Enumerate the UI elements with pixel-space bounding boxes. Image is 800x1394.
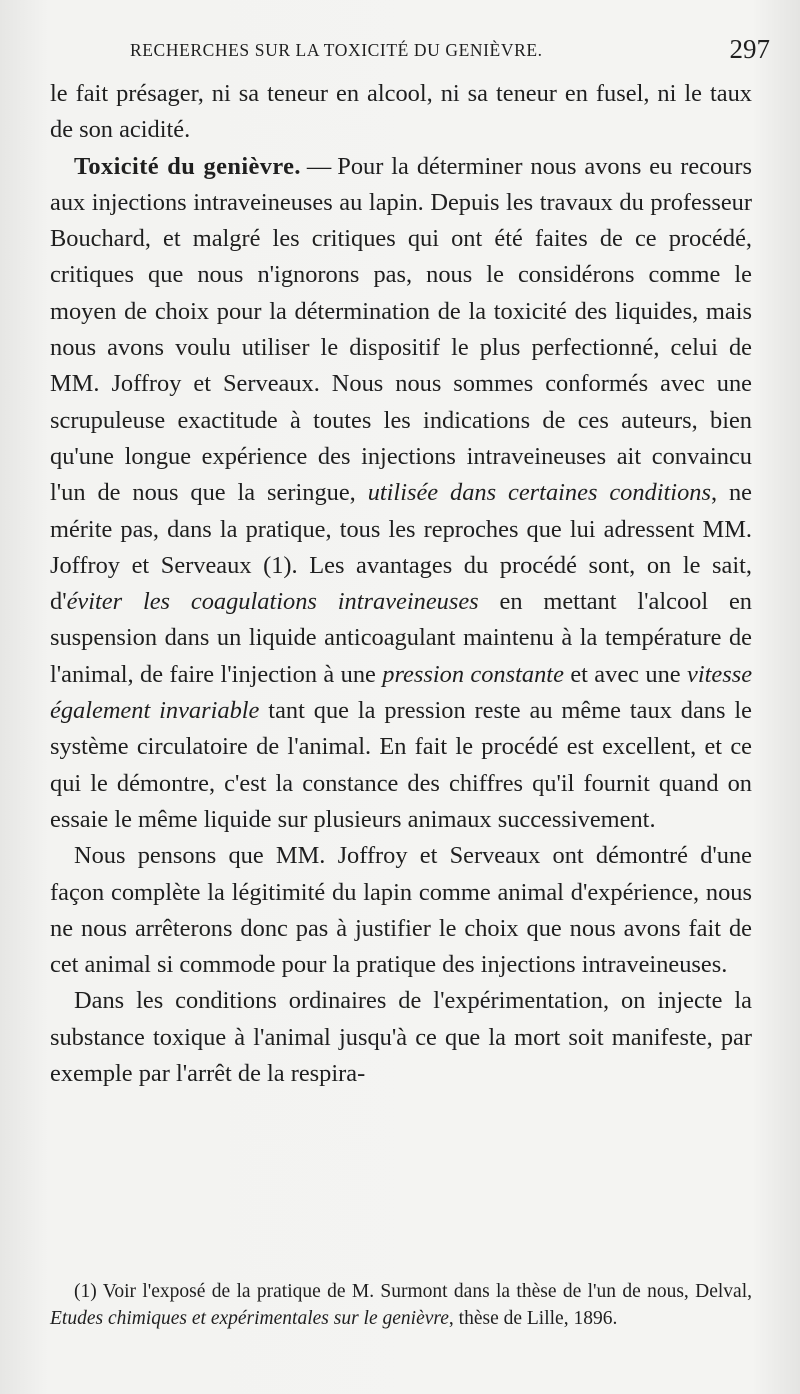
italic-emphasis: éviter les coagulations intraveineuses xyxy=(66,588,479,616)
paragraph-conditions: Dans les conditions ordinaires de l'expérimentation, on injecte la substance toxique à l'animal jusqu'à ce que la mort soit manifeste, par exemple par l'arrêt de la respira- xyxy=(50,987,752,1088)
running-header xyxy=(130,34,770,72)
paragraph-lapin: Nous pensons que MM. Joffroy et Serveaux ont démontré d'une façon complète la légitimité du lapin comme animal d'expérience, nous ne nous arrêterons donc pas à justifier le choix que nous avons fait de cet animal si commode pour la pratique des injections intraveineuses. xyxy=(50,842,752,979)
paragraph-text: , ne mérite pas, dans la pratique, tous les reproches que lui adressent MM. Joffroy et Serveaux (1). Les avantages du procédé sont, on le sait, d' xyxy=(50,479,752,616)
italic-emphasis: pression constante xyxy=(382,660,564,688)
paragraph-text: tant que la pression reste au même taux dans le système circulatoire de l'animal. En fait le procédé est excellent, et ce qui le démontre, c'est la constance des chiffres qu'il fournit quand on essaie le même liquide sur plusieurs animaux successivement. xyxy=(50,697,752,833)
italic-emphasis: vitesse également invariable xyxy=(50,660,753,725)
paragraph-text: en mettant l'alcool en suspension dans un liquide anticoagulant maintenu à la température de l'animal, de faire l'injection à une xyxy=(50,588,752,688)
em-dash-separator: — xyxy=(306,152,332,180)
footnote-body: Voir l'exposé de la pratique de M. Surmont dans la thèse de l'un de nous, Delval, xyxy=(102,1281,752,1302)
paragraph-text: et avec une xyxy=(570,660,681,688)
paragraph-text: Pour la déterminer nous avons eu recours aux injections intraveineuses au lapin. Depuis les travaux du professeur Bouchard, et malgré les critiques qui ont été faites de ce procédé, critiques que nous n'ignorons pas, nous le considérons comme le moyen de choix pour la détermination de la toxicité des liquides, mais nous avons voulu utiliser le dispositif le plus perfectionné, celui de MM. Joffroy et Serveaux. Nous nous sommes conformés avec une scrupuleuse exactitude à toutes les indications de ces auteurs, bien qu'une longue expérience des injections intraveineuses ait convaincu l'un de nous que la seringue, xyxy=(50,152,752,507)
footnote-text xyxy=(50,1278,752,1332)
footnote xyxy=(50,1278,752,1332)
footnote-italic-title: Etudes chimiques et expérimentales sur le genièvre xyxy=(50,1308,449,1329)
italic-emphasis: utilisée dans certaines conditions xyxy=(367,479,711,507)
section-lead-heading: Toxicité du genièvre. xyxy=(74,152,301,180)
footnote-body-end: , thèse de Lille, 1896. xyxy=(448,1308,618,1329)
paragraph-continued: le fait présager, ni sa teneur en alcool, ni sa teneur en fusel, ni le taux de son acidité. xyxy=(50,80,752,144)
paragraph-toxicite xyxy=(50,149,752,839)
main-text xyxy=(50,76,752,1092)
page-number: 297 xyxy=(729,34,770,64)
running-title: RECHERCHES SUR LA TOXICITÉ DU GENIÈVRE. xyxy=(130,40,543,60)
footnote-marker: (1) xyxy=(74,1281,97,1302)
